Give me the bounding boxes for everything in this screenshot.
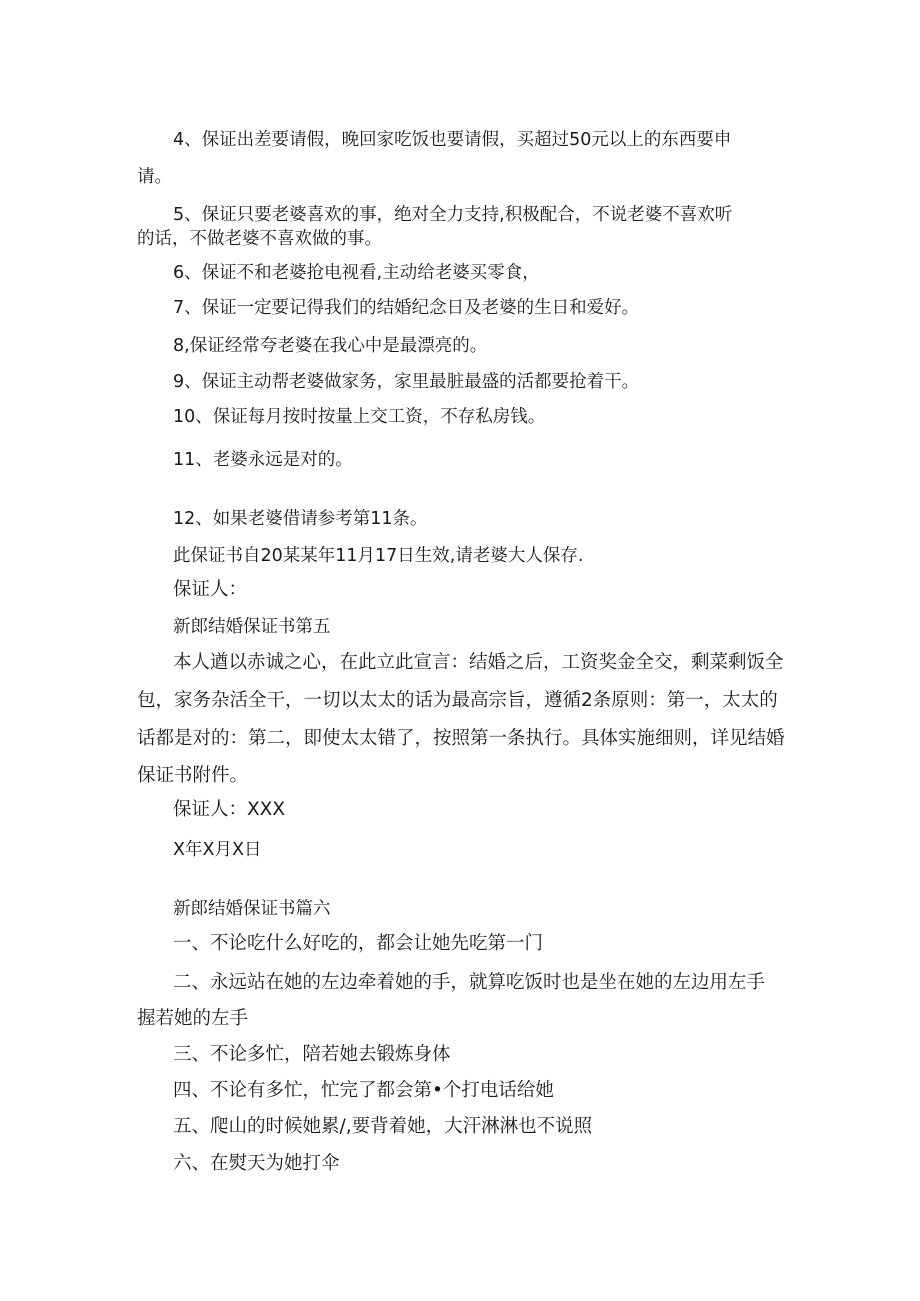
section-title-6: 新郎结婚保证书篇六 bbox=[173, 899, 331, 919]
item-7: 7、保证一定要记得我们的结婚纪念日及老婆的生日和爱好。 bbox=[173, 298, 640, 318]
item-11: 11、老婆永远是对的。 bbox=[173, 450, 353, 470]
effective-date-line: 此保证书自20某某年11月17日生效,请老婆大人保存. bbox=[173, 546, 584, 566]
declaration-line-4: 保证书附件。 bbox=[137, 765, 249, 786]
item-8: 8,保证经常夸老婆在我心中是最漂亮的。 bbox=[173, 336, 488, 356]
item-10: 10、保证每月按时按量上交工资，不存私房钱。 bbox=[173, 407, 546, 427]
item-6: 6、保证不和老婆抢电视看,主动给老婆买零食， bbox=[173, 263, 540, 283]
item-9: 9、保证主动帮老婆做家务，家里最脏最盛的活都要抢着干。 bbox=[173, 372, 640, 392]
declaration-line-2: 包，家务杂活全干，一切以太太的话为最高宗旨，遵循2条原则：第一，太太的 bbox=[137, 690, 778, 711]
item-4-line-2: 请。 bbox=[137, 167, 172, 187]
promise-2-line-2: 握若她的左手 bbox=[137, 1008, 249, 1029]
guarantor-signature: 保证人：XXX bbox=[173, 799, 286, 820]
promise-5: 五、爬山的时候她累/,要背着她，大汗淋淋也不说照 bbox=[173, 1116, 593, 1137]
section-title-5: 新郎结婚保证书第五 bbox=[173, 617, 331, 637]
promise-2-line-1: 二、永远站在她的左边牵着她的手，就算吃饭时也是坐在她的左边用左手 bbox=[173, 972, 766, 993]
item-4-line-1: 4、保证出差要请假，晚回家吃饭也要请假，买超过50元以上的东西要申 bbox=[173, 130, 732, 150]
promise-1: 一、不论吃什么好吃的，都会让她先吃第一门 bbox=[173, 933, 544, 954]
promise-6: 六、在熨天为她打伞 bbox=[173, 1153, 340, 1174]
declaration-line-1: 本人遒以赤诚之心，在此立此宣言：结婚之后，工资奖金全交，剩菜剩饭全 bbox=[173, 652, 784, 673]
promise-4: 四、不论有多忙，忙完了都会第•个打电话给她 bbox=[173, 1080, 554, 1101]
item-5-line-1: 5、保证只要老婆喜欢的事，绝对全力支持,积极配合，不说老婆不喜欢听 bbox=[173, 205, 733, 225]
guarantor-label: 保证人： bbox=[173, 579, 248, 600]
item-5-line-2: 的话，不做老婆不喜欢做的事。 bbox=[137, 229, 382, 249]
promise-3: 三、不论多忙，陪若她去锻炼身体 bbox=[173, 1044, 451, 1065]
item-12: 12、如果老婆借请参考第11条。 bbox=[173, 509, 428, 529]
signature-date: X年X月X日 bbox=[173, 840, 262, 860]
declaration-line-3: 话都是对的：第二，即使太太错了，按照第一条执行。具体实施细则，详见结婚 bbox=[137, 728, 785, 749]
